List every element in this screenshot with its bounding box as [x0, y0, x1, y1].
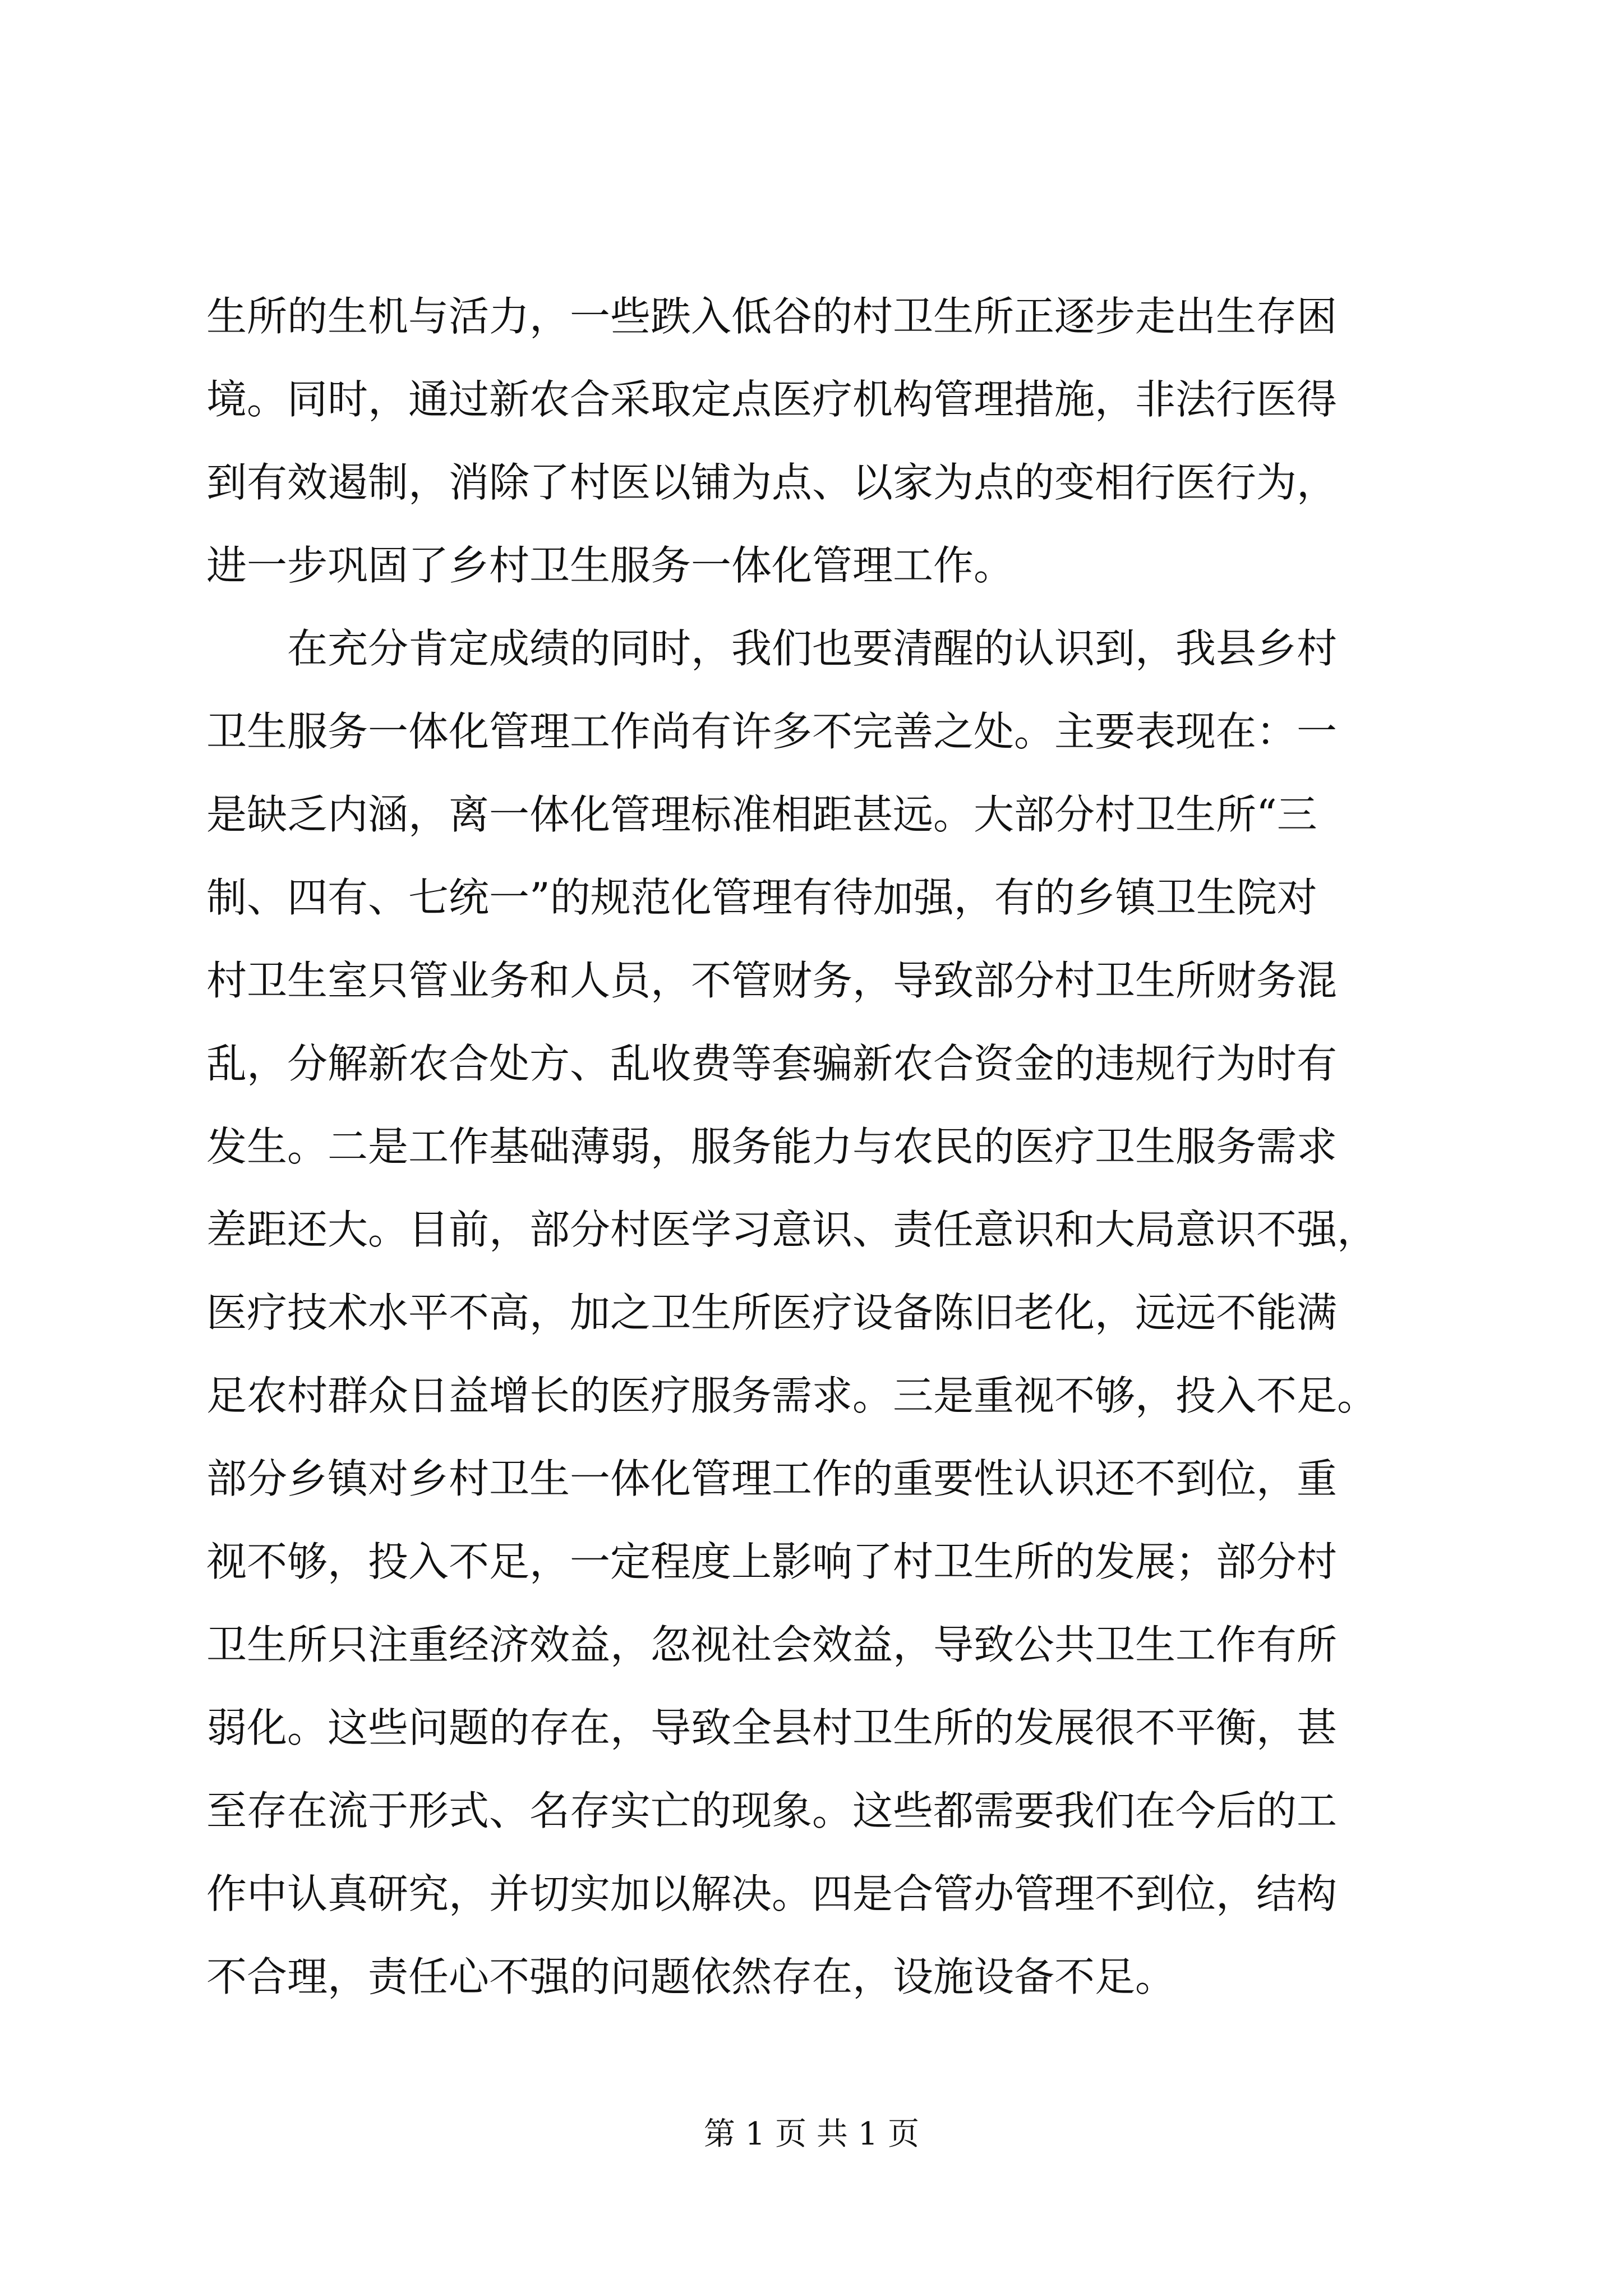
paragraph-line: 制、四有、七统一”的规范化管理有待加强，有的乡镇卫生院对 — [206, 874, 1317, 921]
paragraph-line: 卫生服务一体化管理工作尚有许多不完善之处。主要表现在：一 — [206, 708, 1338, 755]
paragraph-line: 村卫生室只管业务和人员，不管财务，导致部分村卫生所财务混 — [206, 957, 1338, 1004]
paragraph-line: 生所的生机与活力，一些跌入低谷的村卫生所正逐步走出生存困 — [206, 293, 1338, 340]
paragraph-line: 是缺乏内涵，离一体化管理标准相距甚远。大部分村卫生所“三 — [206, 791, 1317, 838]
paragraph-line: 至存在流于形式、名存实亡的现象。这些都需要我们在今后的工 — [206, 1787, 1338, 1834]
paragraph-line: 医疗技术水平不高，加之卫生所医疗设备陈旧老化，远远不能满 — [206, 1289, 1338, 1336]
paragraph-line: 不合理，责任心不强的问题依然存在，设施设备不足。 — [206, 1953, 1176, 2000]
paragraph-line: 在充分肯定成绩的同时，我们也要清醒的认识到，我县乡村 — [287, 625, 1338, 672]
paragraph-line: 乱，分解新农合处方、乱收费等套骗新农合资金的违规行为时有 — [206, 1040, 1338, 1087]
paragraph-line: 差距还大。目前，部分村医学习意识、责任意识和大局意识不强， — [206, 1206, 1378, 1253]
page-footer: 第 1 页 共 1 页 — [703, 2116, 920, 2152]
paragraph-line: 弱化。这些问题的存在，导致全县村卫生所的发展很不平衡，甚 — [206, 1704, 1338, 1751]
paragraph-line: 进一步巩固了乡村卫生服务一体化管理工作。 — [206, 542, 1015, 589]
document-body — [206, 275, 1418, 2018]
paragraph-line: 足农村群众日益增长的医疗服务需求。三是重视不够，投入不足。 — [206, 1372, 1378, 1419]
paragraph-line: 到有效遏制，消除了村医以铺为点、以家为点的变相行医行为， — [206, 459, 1338, 506]
paragraph-line: 卫生所只注重经济效益，忽视社会效益，导致公共卫生工作有所 — [206, 1621, 1338, 1668]
paragraph-line: 视不够，投入不足，一定程度上影响了村卫生所的发展；部分村 — [206, 1538, 1338, 1585]
paragraph-line: 境。同时，通过新农合采取定点医疗机构管理措施，非法行医得 — [206, 376, 1338, 423]
paragraph-line: 部分乡镇对乡村卫生一体化管理工作的重要性认识还不到位，重 — [206, 1455, 1338, 1502]
paragraph-line: 发生。二是工作基础薄弱，服务能力与农民的医疗卫生服务需求 — [206, 1123, 1338, 1170]
paragraph-line: 作中认真研究，并切实加以解决。四是合管办管理不到位，结构 — [206, 1870, 1338, 1917]
